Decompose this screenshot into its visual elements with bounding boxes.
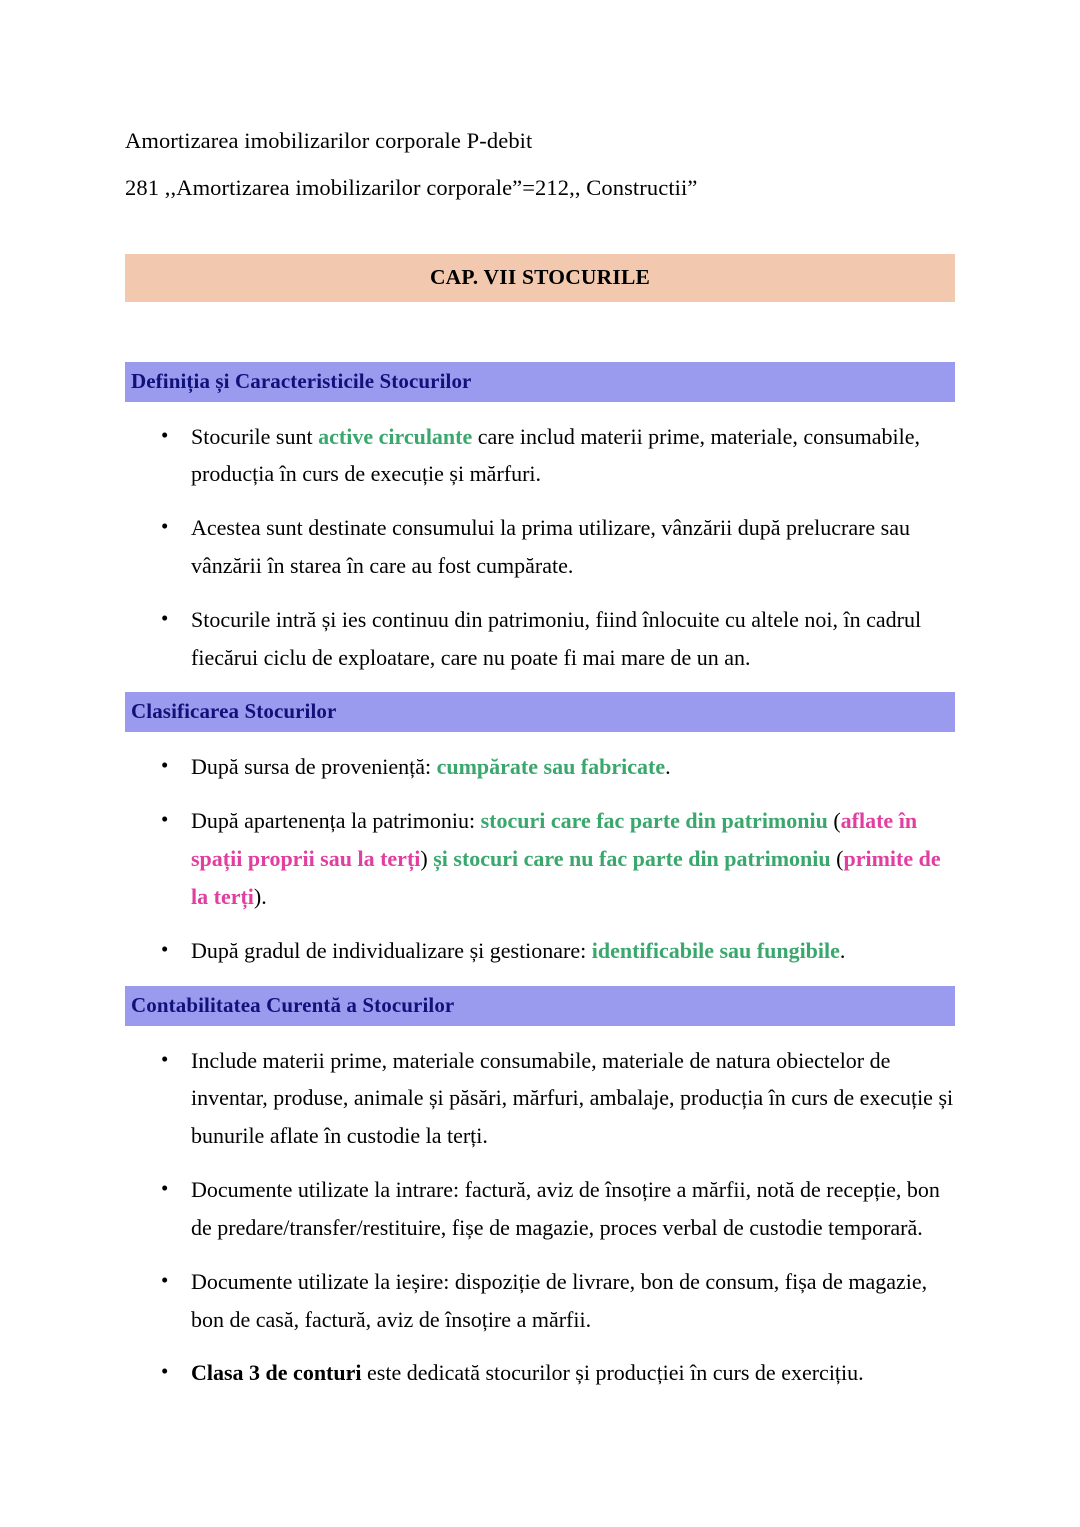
bullet-text-run: După sursa de proveniență: bbox=[191, 754, 437, 780]
bullet-item bbox=[125, 1263, 955, 1339]
bullet-text-run: ). bbox=[253, 883, 267, 909]
bullet-text-run: ) bbox=[420, 846, 434, 872]
intro-line-1: Amortizarea imobilizarilor corporale P-debit bbox=[125, 128, 533, 153]
bullet-text-run: ( bbox=[827, 808, 841, 834]
bullet-item bbox=[125, 802, 955, 915]
bullet-item bbox=[125, 418, 955, 494]
bullet-text-run: identificabile sau fungibile bbox=[591, 937, 840, 963]
bullet-item bbox=[125, 1171, 955, 1247]
bullet-item bbox=[125, 748, 955, 786]
bullet-item bbox=[125, 601, 955, 677]
bullet-item bbox=[125, 1042, 955, 1155]
bullet-item bbox=[125, 1354, 955, 1392]
bullet-text-run: este dedicată stocurilor și producției în curs de exercițiu. bbox=[361, 1360, 864, 1386]
bullet-text-run: ( bbox=[830, 846, 844, 872]
bullet-text-run: Documente utilizate la ieșire: dispoziție de livrare, bon de consum, fișa de magazie, bon de casă, factură, aviz de însoțire a mărfii. bbox=[191, 1268, 928, 1332]
bullet-text-run: Clasa 3 de conturi bbox=[191, 1360, 362, 1386]
bullet-text-run: și stocuri care nu fac parte din patrimoniu bbox=[433, 846, 831, 872]
bullet-text-run: care includ materii prime, materiale, consumabile, producția în curs de execuție și mărfuri. bbox=[191, 423, 921, 487]
section-header-contabilitatea: Contabilitatea Curentă a Stocurilor bbox=[125, 986, 955, 1026]
bullet-text-run: . bbox=[665, 754, 671, 780]
bullet-text-run: După gradul de individualizare și gestionare: bbox=[191, 937, 592, 963]
bullet-text-run: aflate în spații proprii sau la terți bbox=[191, 808, 918, 872]
bullet-text-run: active circulante bbox=[318, 423, 473, 449]
bullet-text-run: Stocurile sunt bbox=[191, 423, 319, 449]
bullet-text-run: primite de la terți bbox=[191, 846, 941, 909]
bullet-list-clasificarea bbox=[125, 748, 955, 969]
intro-block bbox=[125, 120, 955, 210]
bullet-text-run: Stocurile intră și ies continuu din patrimoniu, fiind înlocuite cu altele noi, în cadrul fiecărui ciclu de exploatare, care nu poate fi mai mare de un an. bbox=[191, 606, 922, 670]
bullet-list-definitia bbox=[125, 418, 955, 677]
section-header-definitia: Definiția și Caracteristicile Stocurilor bbox=[125, 362, 955, 402]
bullet-text-run: stocuri care fac parte din patrimoniu bbox=[480, 808, 828, 834]
intro-line-2: 281 ,,Amortizarea imobilizarilor corporale”=212,, Constructii” bbox=[125, 174, 698, 200]
bullet-item bbox=[125, 932, 955, 970]
bullet-text-run: Acestea sunt destinate consumului la prima utilizare, vânzării după prelucrare sau vânzării în starea în care au fost cumpărate. bbox=[191, 515, 910, 578]
bullet-text-run: cumpărate sau fabricate bbox=[436, 754, 666, 780]
bullet-item bbox=[125, 509, 955, 585]
bullet-text-run: . bbox=[839, 937, 846, 963]
chapter-banner: CAP. VII STOCURILE bbox=[125, 254, 955, 302]
bullet-text-run: Include materii prime, materiale consumabile, materiale de natura obiectelor de inventar, produse, animale și păsări, mărfuri, ambalaje, producția în curs de execuție și bunurile aflate în custodie la terți. bbox=[191, 1047, 954, 1149]
bullet-list-contabilitatea bbox=[125, 1042, 955, 1393]
bullet-text-run: Documente utilizate la intrare: factură, aviz de însoțire a mărfii, notă de recepție, bon de predare/transfer/restituire, fișe de magazie, proces verbal de custodie temporară. bbox=[191, 1177, 940, 1240]
bullet-text-run: După apartenența la patrimoniu: bbox=[191, 808, 481, 834]
section-header-clasificarea: Clasificarea Stocurilor bbox=[125, 692, 955, 732]
